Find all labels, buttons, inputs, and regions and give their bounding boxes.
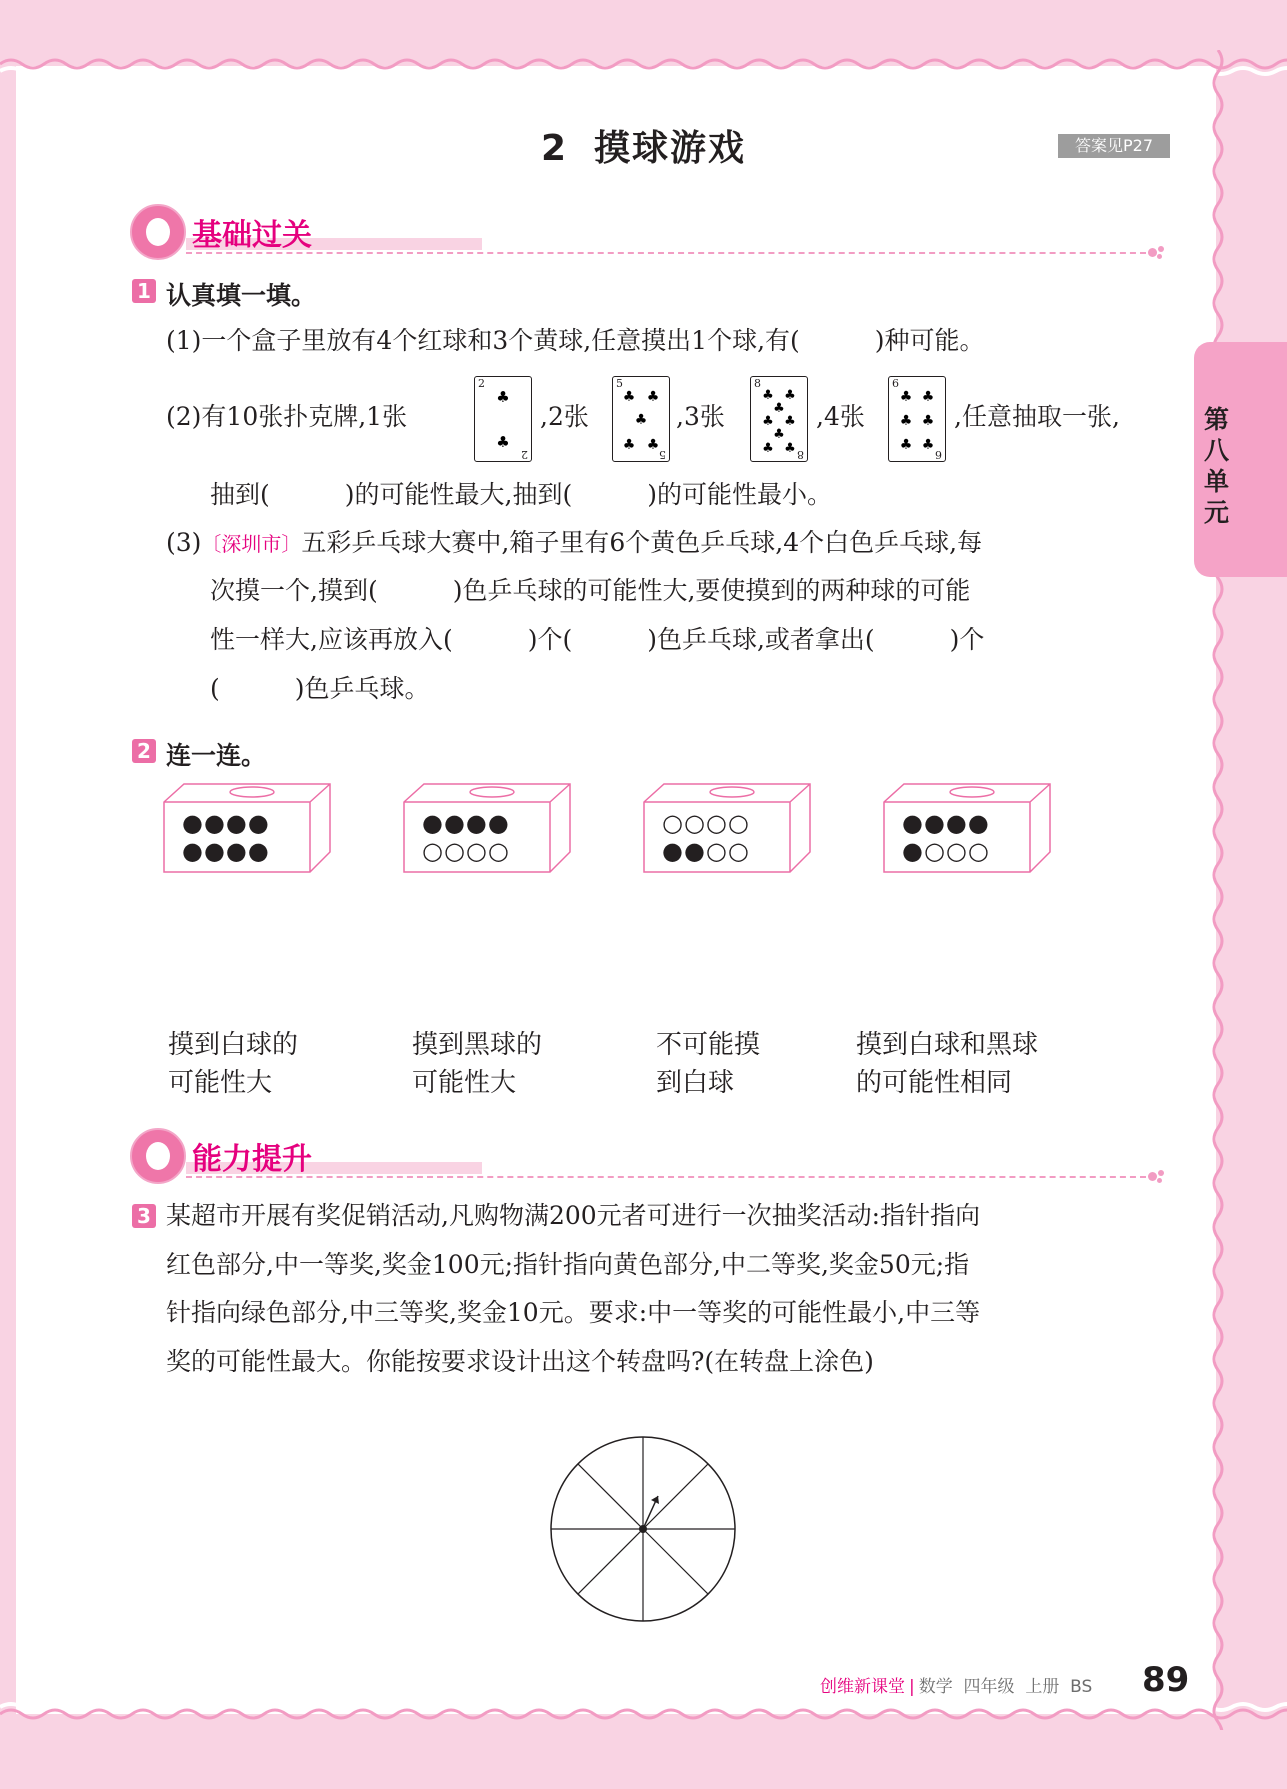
ball-row-bottom: ●●●● [182,837,270,865]
section-basic-header [130,200,1170,260]
question-number-3: 3 [132,1204,156,1228]
footer-subject: 数学 [918,1677,953,1697]
ball-box-3 [642,782,812,874]
svg-text:♣: ♣ [622,389,636,405]
top-wavy-border [0,44,1287,84]
svg-text:♣: ♣ [773,401,785,416]
svg-text:♣: ♣ [899,413,913,429]
question-2-title: 连一连。 [166,741,267,770]
playing-card-8-clubs: 8 8 ♣ ♣ ♣ ♣ ♣ ♣ ♣ ♣ [750,376,808,462]
q1-part3-line4: ( )色乒乓球。 [210,674,430,703]
footer-volume: 上册 [1025,1677,1060,1697]
footer-brand: 创维新课堂 [820,1677,905,1697]
q3-line4: 奖的可能性最大。你能按要求设计出这个转盘吗?(在转盘上涂色) [166,1347,874,1376]
ball-row-bottom: ○○○○ [422,837,510,865]
q1-part1: (1)一个盒子里放有4个红球和3个黄球,任意摸出1个球,有( )种可能。 [166,326,985,355]
svg-text:♣: ♣ [496,433,510,451]
question-1-title: 认真填一填。 [166,281,317,310]
ball-box-2 [402,782,572,874]
answer-reference: 答案见P27 [1058,134,1170,158]
q1-part2-text-b: ,2张 [540,402,589,431]
lesson-title: 摸球游戏 [594,128,747,169]
club-suit-icon [475,377,531,461]
svg-text:♣: ♣ [784,388,796,403]
match-option-4[interactable]: 摸到白球和黑球 的可能性相同 [856,1030,1039,1098]
svg-text:♣: ♣ [646,437,660,453]
q3-line2: 红色部分,中一等奖,奖金100元;指针指向黄色部分,中二等奖,奖金50元;指 [166,1250,970,1279]
dots-icon [1148,1168,1164,1184]
svg-text:♣: ♣ [784,414,796,429]
svg-text:♣: ♣ [622,437,636,453]
ball-row-top: ○○○○ [662,809,750,837]
match-option-3[interactable]: 不可能摸 到白球 [656,1030,761,1098]
svg-text:♣: ♣ [899,389,913,405]
svg-text:♣: ♣ [784,441,796,456]
q1-part2-text-c: ,3张 [676,402,725,431]
dots-icon [1148,244,1164,260]
playing-card-2-clubs: 2 2 ♣ ♣ [474,376,532,462]
q1-part3-line1: (3)〔深圳市〕五彩乒乓球大赛中,箱子里有6个黄色乒乓球,4个白色乒乓球,每 [166,528,983,557]
ball-row-top: ●●●● [902,809,990,837]
mascot-icon [130,1128,186,1184]
q1-part2-text-d: ,4张 [816,402,865,431]
footer-grade: 四年级 [963,1677,1015,1697]
spinner-wheel[interactable] [548,1434,738,1624]
question-number-1: 1 [132,279,156,303]
right-wavy-border [1200,50,1240,1730]
q1-part3-line3: 性一样大,应该再放入( )个( )色乒乓球,或者拿出( )个 [210,625,985,654]
mascot-icon [130,204,186,260]
page-number: 89 [1142,1660,1190,1700]
q1-part2-line2: 抽到( )的可能性最大,抽到( )的可能性最小。 [210,480,832,509]
svg-text:♣: ♣ [921,437,935,453]
ball-row-bottom: ●○○○ [902,837,990,865]
question-number-2: 2 [132,739,156,763]
unit-tab [1194,342,1287,577]
q1-part2-text-e: ,任意抽取一张, [954,402,1120,431]
section-advanced-header [130,1124,1170,1184]
svg-text:♣: ♣ [634,412,648,428]
club-suit-icon [751,377,807,461]
q3-line3: 针指向绿色部分,中三等奖,奖金10元。要求:中一等奖的可能性最小,中三等 [166,1298,981,1327]
playing-card-6-clubs: 6 6 ♣ ♣ ♣ ♣ ♣ ♣ [888,376,946,462]
svg-text:♣: ♣ [921,413,935,429]
unit-tab-label: 第八单元 [1204,405,1230,527]
q1-part2-text-a: (2)有10张扑克牌,1张 [166,402,408,431]
bottom-wavy-border [0,1694,1287,1734]
footer-edition: BS [1070,1677,1093,1697]
club-suit-icon [613,377,669,461]
ball-row-top: ●●●● [182,809,270,837]
region-tag: 〔深圳市〕 [201,532,302,556]
svg-text:♣: ♣ [899,437,913,453]
svg-text:♣: ♣ [762,388,774,403]
ball-row-bottom: ●●○○ [662,837,750,865]
svg-text:♣: ♣ [762,414,774,429]
match-option-1[interactable]: 摸到白球的 可能性大 [168,1030,299,1098]
lesson-number: 2 [540,128,569,169]
svg-text:♣: ♣ [646,389,660,405]
match-option-2[interactable]: 摸到黑球的 可能性大 [412,1030,543,1098]
q3-line1: 某超市开展有奖促销活动,凡购物满200元者可进行一次抽奖活动:指针指向 [166,1201,981,1230]
ball-row-top: ●●●● [422,809,510,837]
svg-text:♣: ♣ [496,388,510,406]
svg-text:♣: ♣ [773,427,785,442]
section-basic-title: 基础过关 [192,218,312,253]
playing-card-5-clubs: 5 5 ♣ ♣ ♣ ♣ ♣ [612,376,670,462]
svg-text:♣: ♣ [762,441,774,456]
page-footer: 创维新课堂 | 数学 四年级 上册 BS 89 [820,1660,1190,1700]
ball-box-4 [882,782,1052,874]
svg-text:♣: ♣ [921,389,935,405]
club-suit-icon [889,377,945,461]
section-advanced-title: 能力提升 [192,1142,312,1177]
ball-box-1 [162,782,332,874]
q1-part3-line2: 次摸一个,摸到( )色乒乓球的可能性大,要使摸到的两种球的可能 [210,576,971,605]
